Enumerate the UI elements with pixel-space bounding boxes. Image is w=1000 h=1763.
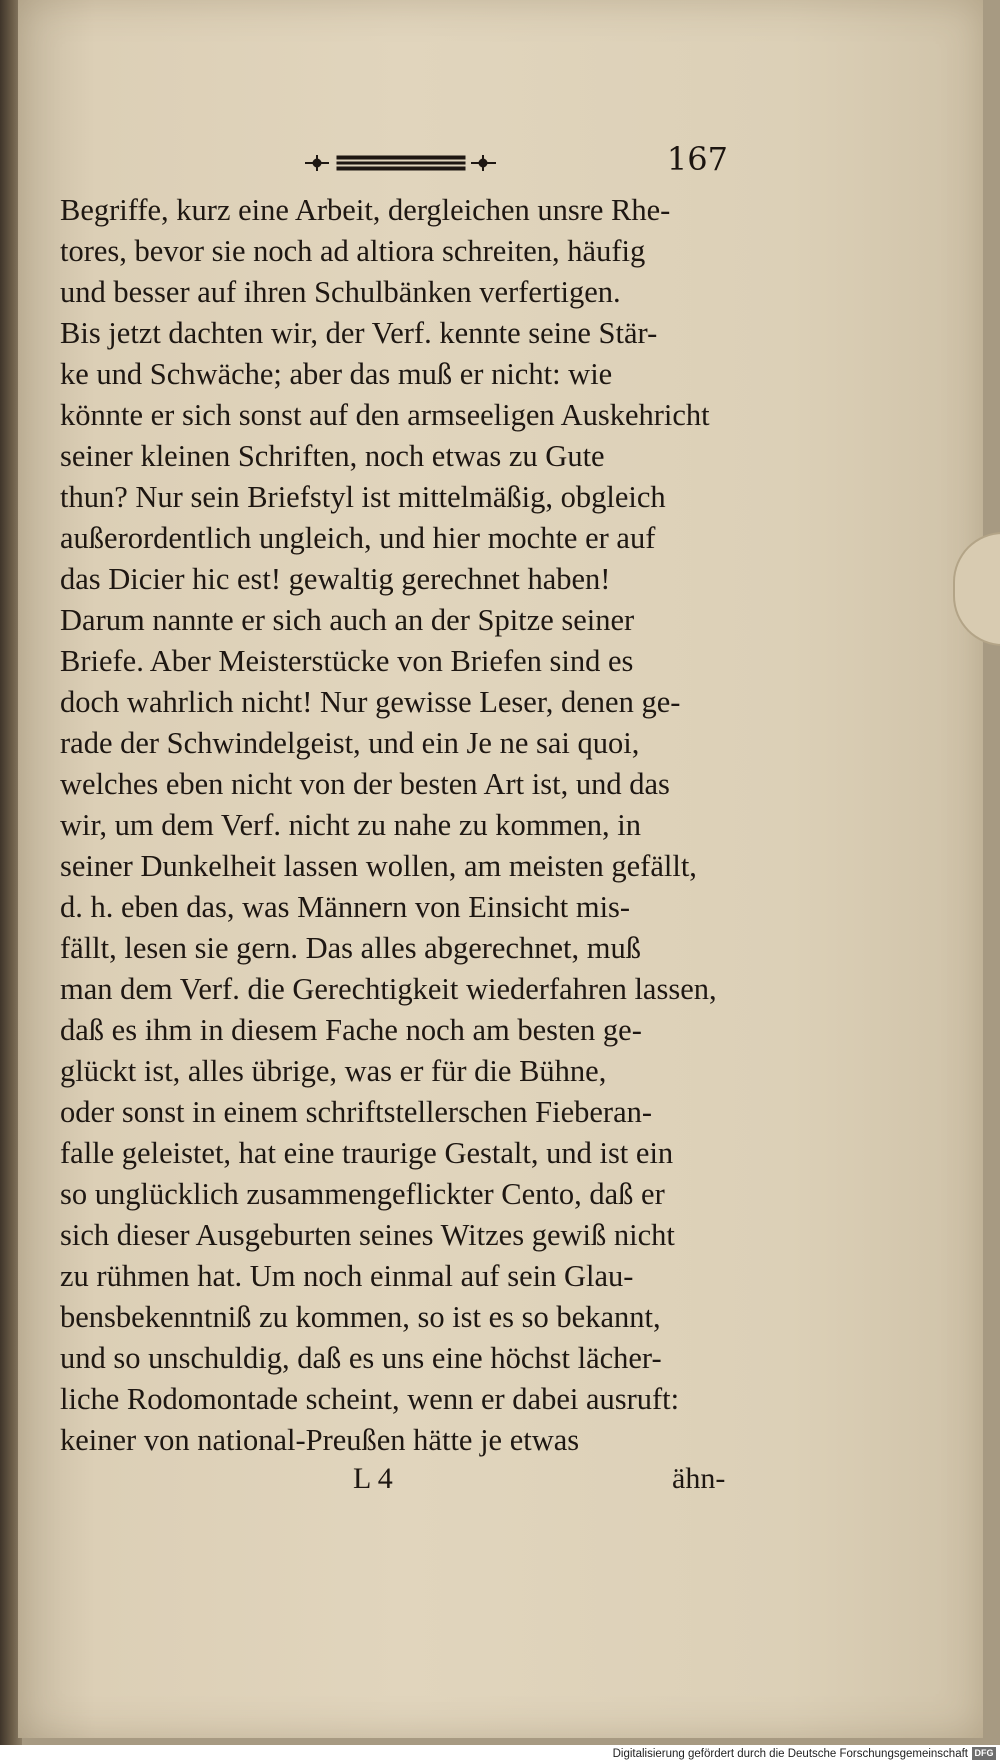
text-line: bensbekenntniß zu kommen, so ist es so bekannt, (60, 1300, 661, 1334)
text-line: zu rühmen hat. Um noch einmal auf sein Glau- (60, 1259, 634, 1293)
text-line: oder sonst in einem schriftstellerschen Fieberan- (60, 1095, 653, 1129)
text-line: glückt ist, alles übrige, was er für die Bühne, (60, 1054, 607, 1088)
text-line: welches eben nicht von der besten Art ist, und das (60, 767, 670, 801)
text-line: rade der Schwindelgeist, und ein Je ne sai quoi, (60, 726, 640, 760)
text-line: Briefe. Aber Meisterstücke von Briefen sind es (60, 644, 634, 678)
digitization-footer (0, 1745, 1000, 1763)
book-page (18, 0, 983, 1738)
text-line: fällt, lesen sie gern. Das alles abgerechnet, muß (60, 931, 641, 965)
text-line: ke und Schwäche; aber das muß er nicht: wie (60, 357, 613, 391)
text-line: man dem Verf. die Gerechtigkeit wiederfahren lassen, (60, 972, 717, 1006)
text-line: tores, bevor sie noch ad altiora schreiten, häufig (60, 234, 646, 268)
page-footer-line (18, 1462, 748, 1502)
text-line: Bis jetzt dachten wir, der Verf. kennte seine Stär- (60, 316, 658, 350)
text-line: und besser auf ihren Schulbänken verfertigen. (60, 275, 621, 309)
text-line: Darum nannte er sich auch an der Spitze seiner (60, 603, 635, 637)
text-line: könnte er sich sonst auf den armseeligen Auskehricht (60, 398, 710, 432)
text-line: außerordentlich ungleich, und hier mochte er auf (60, 521, 656, 555)
text-line: daß es ihm in diesem Fache noch am besten ge- (60, 1013, 642, 1047)
text-line: und so unschuldig, daß es uns eine höchst lächer- (60, 1341, 662, 1375)
text-line: so unglücklich zusammengeflickter Cento, daß er (60, 1177, 665, 1211)
page-header (288, 140, 728, 180)
text-line: falle geleistet, hat eine traurige Gestalt, und ist ein (60, 1136, 674, 1170)
text-line: seiner kleinen Schriften, noch etwas zu Gute (60, 439, 605, 473)
text-line: liche Rodomontade scheint, wenn er dabei ausruft: (60, 1382, 680, 1416)
page-fold-tab (953, 532, 1000, 646)
text-line: doch wahrlich nicht! Nur gewisse Leser, denen ge- (60, 685, 681, 719)
text-line: sich dieser Ausgeburten seines Witzes gewiß nicht (60, 1218, 675, 1252)
text-line: seiner Dunkelheit lassen wollen, am meisten gefällt, (60, 849, 697, 883)
body-text (60, 190, 740, 1461)
dfg-logo-icon: DFG (972, 1747, 996, 1760)
digitization-credit: Digitalisierung gefördert durch die Deutsche Forschungsgemeinschaft (612, 1748, 968, 1760)
ornament-rule (303, 152, 498, 174)
text-line: keiner von national-Preußen hätte je etwas (60, 1423, 580, 1457)
text-line: thun? Nur sein Briefstyl ist mittelmäßig, obgleich (60, 480, 666, 514)
text-line: d. h. eben das, was Männern von Einsicht mis- (60, 890, 631, 924)
text-line: das Dicier hic est! gewaltig gerechnet haben! (60, 562, 611, 596)
page-number: 167 (666, 140, 728, 178)
catchword: ähn- (672, 1462, 726, 1495)
text-line: Begriffe, kurz eine Arbeit, dergleichen unsre Rhe- (60, 193, 671, 227)
signature-mark: L 4 (353, 1462, 393, 1495)
text-line: wir, um dem Verf. nicht zu nahe zu kommen, in (60, 808, 641, 842)
